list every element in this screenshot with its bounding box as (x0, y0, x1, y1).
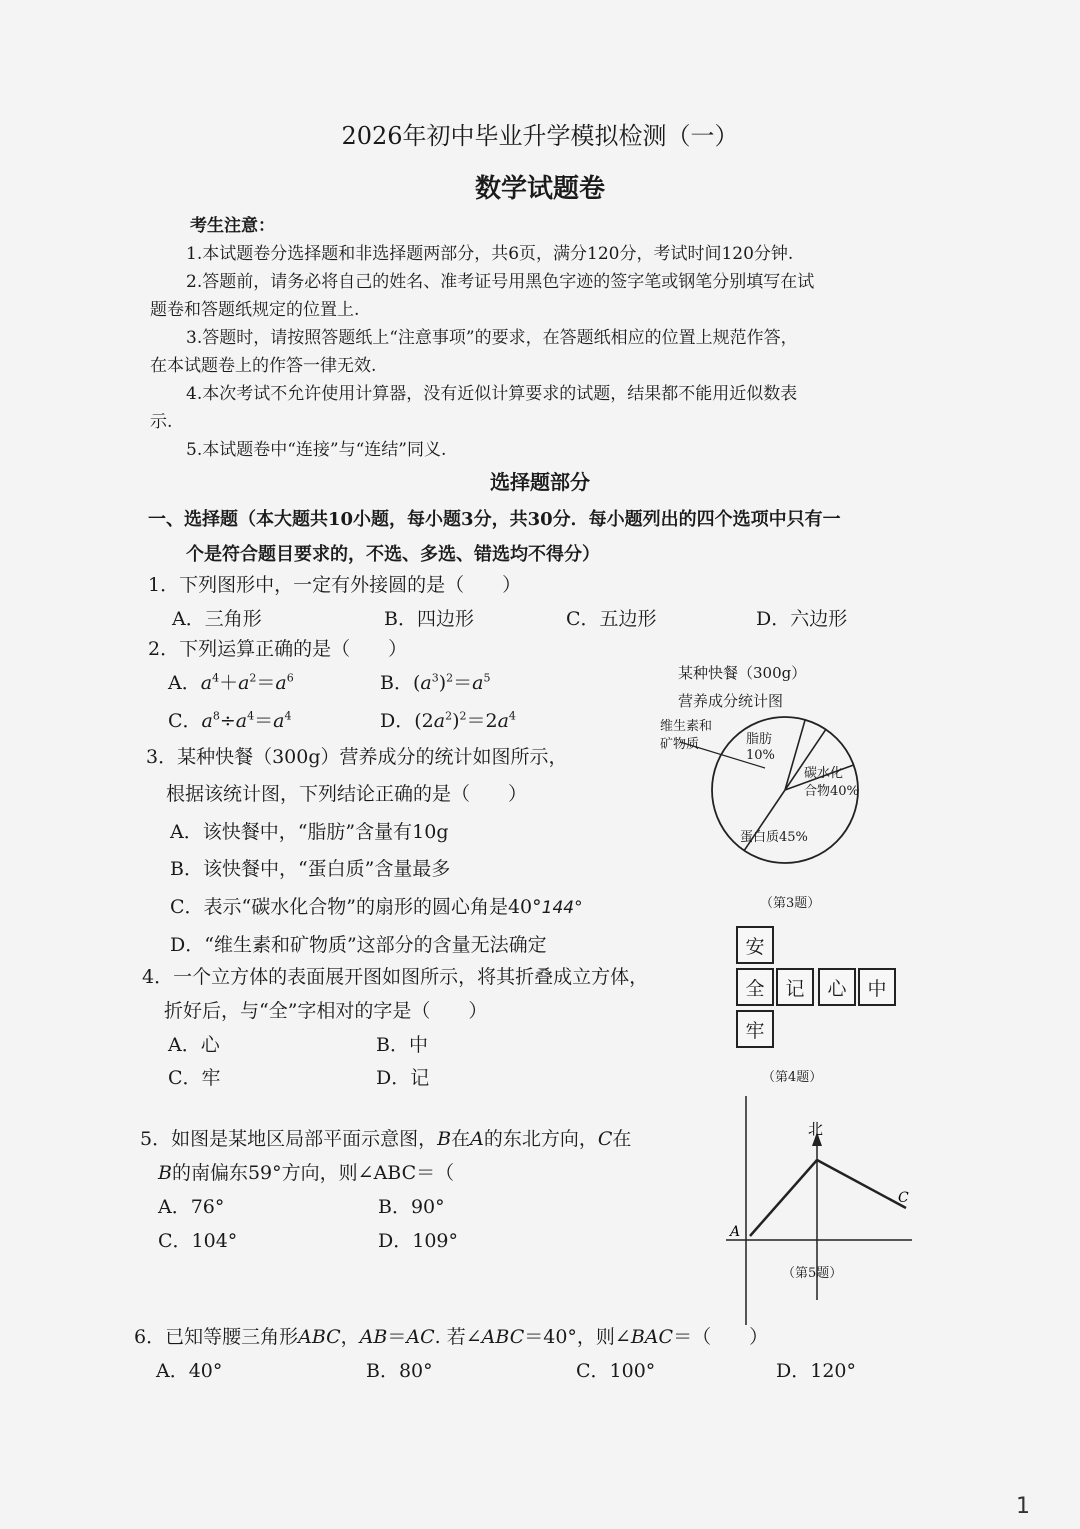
q5-caption: （第5题） (782, 1266, 843, 1281)
notice-line-2: 2.答题前，请务必将自己的姓名、准考证号用黑色字迹的签字笔或钢笔分别填写在试 (186, 272, 815, 292)
page-number: 1 (1016, 1494, 1030, 1519)
q2-option-c: C．$a^8\div a^4=a^4$ (168, 709, 292, 732)
chart3-title-1: 某种快餐（300g） (678, 664, 807, 682)
q6-option-d: D．120° (776, 1360, 856, 1382)
q3-stem-1: 3．某种快餐（300g）营养成分的统计如图所示， (146, 746, 568, 768)
q1-stem: 1．下列图形中，一定有外接圆的是（ ） (148, 574, 522, 596)
q5-stem-2-text: 的南偏东59°方向，则∠ABC＝（ (171, 1162, 455, 1184)
net-cell-lao: 牢 (736, 1010, 774, 1048)
notice-line-4: 3.答题时，请按照答题纸上“注意事项”的要求，在答题纸相应的位置上规范作答， (186, 328, 798, 348)
q3-option-c-printed: 40° (507, 896, 542, 918)
chart3-title-2: 营养成分统计图 (678, 692, 784, 710)
q5-figure (720, 1090, 920, 1330)
notice-line-8: 5.本试题卷中“连接”与“连结”同义. (186, 440, 447, 460)
q1-option-d: D．六边形 (756, 608, 848, 630)
q6-option-c: C．100° (576, 1360, 656, 1382)
notice-heading: 考生注意： (190, 216, 275, 236)
q4-option-c: C．牢 (168, 1067, 221, 1089)
section-instruction-1: 一、选择题（本大题共10小题，每小题3分，共30分．每小题列出的四个选项中只有一 (148, 509, 841, 530)
q5-option-a: A．76° (158, 1196, 225, 1218)
q5-point-a: A (470, 1128, 484, 1150)
q2-option-b: B．$(a^3)^2=a^5$ (380, 671, 491, 694)
q3-option-a: A．该快餐中，“脂肪”含量有10g (170, 821, 449, 843)
pie-label-fat: 脂肪 10% (746, 732, 775, 763)
pie-boundary-维生素和矿物质 (785, 720, 805, 790)
q3-stem-2: 根据该统计图，下列结论正确的是（ ） (166, 783, 528, 805)
notice-line-6: 4.本次考试不允许使用计算器，没有近似计算要求的试题，结果都不能用近似数表 (186, 384, 798, 404)
pie-label-vitamins: 维生素和 矿物质 (660, 719, 713, 752)
net-cell-zhong: 中 (858, 968, 896, 1006)
q1-option-a: A．三角形 (172, 608, 262, 630)
q1-option-b: B．四边形 (384, 608, 474, 630)
net-cell-xin: 心 (818, 968, 856, 1006)
segment-bc (817, 1160, 906, 1208)
q5-option-d: D．109° (378, 1230, 458, 1252)
q5-option-c: C．104° (158, 1230, 238, 1252)
pie-label-carbs: 碳水化 合物40% (804, 766, 859, 799)
label-a: A (730, 1224, 741, 1240)
q5-option-b: B．90° (378, 1196, 445, 1218)
label-c: C (898, 1190, 909, 1206)
exam-title: 2026年初中毕业升学模拟检测（一） (341, 122, 739, 150)
q5-stem-2 (158, 1158, 454, 1185)
q2-stem: 2．下列运算正确的是（ ） (148, 638, 408, 660)
notice-line-5: 在本试题卷上的作答一律无效. (150, 356, 377, 376)
q3-option-c-text: C．表示“碳水化合物”的扇形的圆心角是 (170, 896, 508, 918)
net-caption: （第4题） (762, 1070, 823, 1085)
q3-option-d: D．“维生素和矿物质”这部分的含量无法确定 (170, 934, 547, 956)
section-instruction-2: 个是符合题目要求的，不选、多选、错选均不得分） (186, 544, 600, 565)
q5-at: 在 (612, 1128, 632, 1150)
exam-subtitle: 数学试题卷 (474, 174, 605, 204)
q5-point-b-2: B (158, 1162, 172, 1184)
q5-direction-ne: 的东北方向， (483, 1128, 598, 1150)
net-cell-quan: 全 (736, 968, 774, 1006)
q2-option-d: D．$(2a^2)^2=2a^4$ (380, 709, 516, 732)
q2-option-a: A．$a^4+a^2=a^6$ (168, 671, 294, 694)
notice-line-7: 示. (150, 412, 173, 432)
segment-ab (750, 1160, 817, 1236)
notice-line-1: 1.本试题卷分选择题和非选择题两部分，共6页，满分120分，考试时间120分钟. (186, 244, 794, 264)
net-cell-an: 安 (736, 926, 774, 964)
q4-stem-1: 4．一个立方体的表面展开图如图所示，将其折叠成立方体， (142, 966, 649, 988)
q4-option-b: B．中 (376, 1034, 428, 1056)
q5-point-c: C (597, 1128, 613, 1150)
q6-option-b: B．80° (366, 1360, 433, 1382)
q5-point-b: B (437, 1128, 452, 1150)
q3-option-c (170, 892, 583, 919)
pie-label-protein: 蛋白质45% (740, 830, 808, 845)
notice-line-3: 题卷和答题纸规定的位置上. (150, 300, 360, 320)
q1-option-c: C．五边形 (566, 608, 657, 630)
q5-stem-1: 5．如图是某地区局部平面示意图，B在A的东北方向，C在 (140, 1128, 632, 1150)
label-north: 北 (808, 1120, 824, 1138)
q3-option-b: B．该快餐中，“蛋白质”含量最多 (170, 858, 451, 880)
q3-option-c-handwritten: 144° (541, 898, 583, 918)
q4-option-d: D．记 (376, 1067, 430, 1089)
q4-option-a: A．心 (168, 1034, 220, 1056)
net-cell-ji: 记 (776, 968, 814, 1006)
section-title: 选择题部分 (490, 470, 590, 494)
q4-stem-2: 折好后，与“全”字相对的字是（ ） (164, 1000, 488, 1022)
q6-option-a: A．40° (156, 1360, 223, 1382)
chart3-caption: （第3题） (760, 896, 821, 911)
q6-stem: 6．已知等腰三角形ABC，AB＝AC. 若∠ABC＝40°，则∠BAC＝（ ） (134, 1326, 769, 1348)
